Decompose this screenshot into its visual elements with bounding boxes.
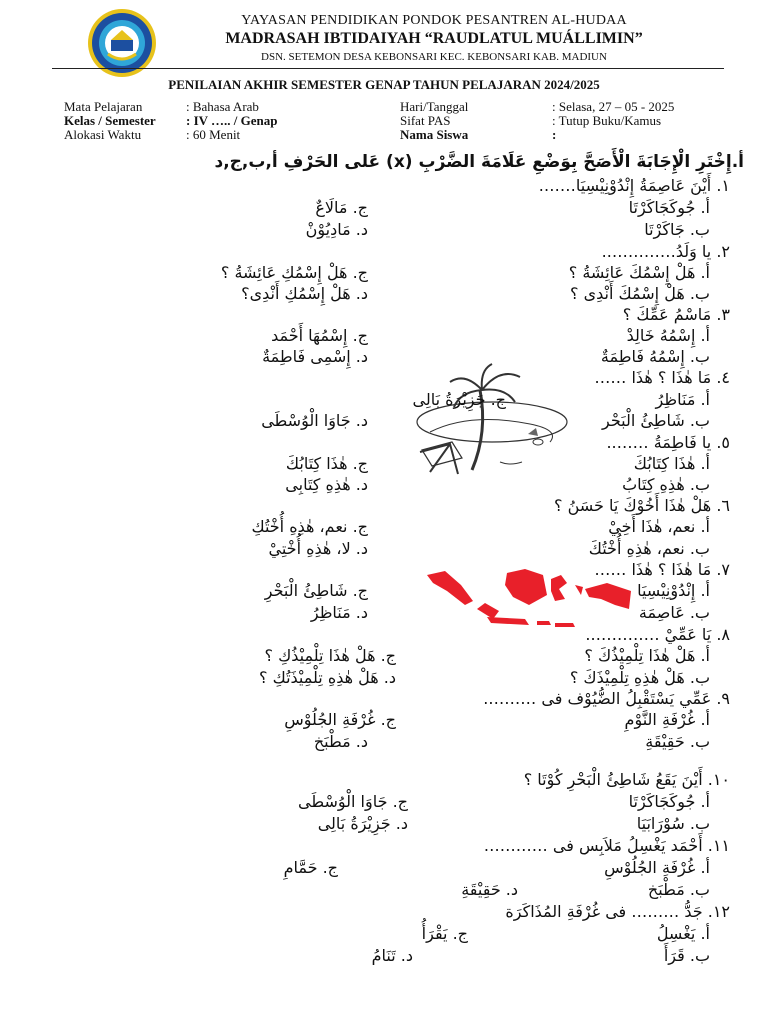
question-8: ٨. يَا عَمِّيْ ………….. xyxy=(585,625,730,644)
q9-option-b[interactable]: ب. حَقِيْقَةِ xyxy=(645,732,710,751)
nature-value: : Tutup Buku/Kamus xyxy=(552,113,662,128)
q5-option-a[interactable]: أ. هٰذَا كِتَابُكَ xyxy=(633,454,710,473)
q3-option-b[interactable]: ب. إِسْمُهُ فَاطِمَةٌ xyxy=(600,347,710,366)
q12-option-c[interactable]: ج. يَقْرَأُ xyxy=(421,924,468,943)
question-7: ٧. مَا هٰذَا ؟ هٰذَا …… xyxy=(594,560,730,579)
instruction: أ.إِخْتَرِ الْإِجَابَةَ الْأَصَحَّ بِوَضْعِ عَلَامَةَ الضَّرْبِ (x) عَلى الحَرْفِ أ,ب,ج,د xyxy=(214,152,744,172)
q9-option-c[interactable]: ج. غُرْفَةِ الجُلُوْسِ xyxy=(284,710,396,729)
question-6: ٦. هَلْ هٰذَا أَخُوْكَ يَا حَسَنُ ؟ xyxy=(554,496,730,515)
q7-option-c[interactable]: ج. شَاطِئُ الْبَحْرِ xyxy=(264,581,368,600)
q1-option-a[interactable]: أ. جُوكَجَاكَرْتَا xyxy=(628,198,710,217)
q6-option-b[interactable]: ب. نعم، هٰذِهِ أُخْتُكَ xyxy=(588,539,710,558)
q10-option-b[interactable]: ب. سُوْرَابَيَا xyxy=(636,814,710,833)
question-1: ١. أَيْنَ عَاصِمَةُ إِنْدُوْنِيْسِيَا……. xyxy=(538,176,730,195)
student-name-value: : xyxy=(552,127,557,142)
student-name-label: Nama Siswa xyxy=(400,127,469,142)
q9-option-a[interactable]: أ. غُرْفَةِ النَّوْمِ xyxy=(624,710,710,729)
q5-option-b[interactable]: ب. هٰذِهِ كِتَابُ xyxy=(622,475,710,494)
q2-option-d[interactable]: د. هَلْ إِسْمُكِ أَنْدِى؟ xyxy=(241,284,368,303)
q11-option-c[interactable]: ج. حَمَّامِ xyxy=(283,858,338,877)
q1-option-d[interactable]: د. مَادِيُوْنْ xyxy=(305,220,368,239)
question-9: ٩. عَمِّي يَسْتَقْبِلُ الضُّيُوْف فى ………. xyxy=(483,689,730,708)
q1-option-c[interactable]: ج. مَالَاعٌ xyxy=(315,198,368,217)
q11-option-a[interactable]: أ. غُرْفَةِ الجُلُوْسِ xyxy=(604,858,710,877)
header-divider xyxy=(52,68,724,69)
q7-option-d[interactable]: د. مَنَاظِرُ xyxy=(310,603,368,622)
subject-label: Mata Pelajaran xyxy=(64,99,143,114)
question-3: ٣. مَاسْمُ عَمِّكَ ؟ xyxy=(622,305,730,324)
q8-option-a[interactable]: أ. هَلْ هٰذَا تِلْمِيْذُكَ ؟ xyxy=(584,646,710,665)
foundation-name: YAYASAN PENDIDIKAN PONDOK PESANTREN AL-HUDAA xyxy=(241,13,627,28)
q4-option-d[interactable]: د. جَاوَا الْوُسْطَى xyxy=(261,411,368,430)
q12-option-d[interactable]: د. تَنَامُ xyxy=(371,946,413,965)
school-name: MADRASAH IBTIDAIYAH “RAUDLATUL MUÁLLIMIN” xyxy=(225,30,643,47)
q11-option-b[interactable]: ب. مَطْبَخ xyxy=(647,880,710,899)
q10-option-d[interactable]: د. جَزِيْرَةُ بَالِى xyxy=(317,814,408,833)
question-11: ١١. أَحْمَد يَغْسِلُ مَلاَبِس فى ………… xyxy=(483,836,730,855)
question-5: ٥. يا فَاطِمَةُ …….. xyxy=(606,433,730,452)
date-label: Hari/Tanggal xyxy=(400,99,469,114)
question-4: ٤. مَا هٰذَا ؟ هٰذَا …… xyxy=(594,368,730,387)
time-value: : 60 Menit xyxy=(186,127,241,142)
time-label: Alokasi Waktu xyxy=(64,127,142,142)
q9-option-d[interactable]: د. مَطْبَخ xyxy=(313,732,368,751)
question-10: ١٠. أَيْنَ يَقَعُ شَاطِئُ الْبَحْرِ كُوْتَا ؟ xyxy=(523,770,730,789)
beach-illustration-icon xyxy=(410,362,570,482)
q3-option-d[interactable]: د. إِسْمِى فَاطِمَةٌ xyxy=(262,347,368,366)
q3-option-c[interactable]: ج. إِسْمُهَا أَحْمَد xyxy=(271,326,368,345)
q5-option-d[interactable]: د. هٰذِهِ كِتَابِى xyxy=(285,475,368,494)
q6-option-a[interactable]: أ. نعم، هٰذَا أَخِيْ xyxy=(608,517,710,536)
q5-option-c[interactable]: ج. هٰذَا كِتَابُكَ xyxy=(285,454,368,473)
q12-option-a[interactable]: أ. يَغْسِلُ xyxy=(656,924,710,943)
q10-option-c[interactable]: ج. جَاوَا الْوُسْطَى xyxy=(298,792,408,811)
school-address: DSN. SETEMON DESA KEBONSARI KEC. KEBONSARI KAB. MADIUN xyxy=(261,51,607,63)
q7-option-b[interactable]: ب. عَاصِمَة xyxy=(638,603,710,622)
nature-label: Sifat PAS xyxy=(400,113,451,128)
q7-option-a[interactable]: أ. إِنْدُوْنِيْسِيَا xyxy=(637,581,710,600)
q10-option-a[interactable]: أ. جُوكَجَاكَرْتَا xyxy=(628,792,710,811)
q1-option-b[interactable]: ب. جَاكَرْتَا xyxy=(644,220,710,239)
q8-option-d[interactable]: د. هَلْ هٰذِهِ تِلْمِيْذَتُكِ ؟ xyxy=(259,668,396,687)
q6-option-c[interactable]: ج. نعم، هٰذِهِ أُخْتُكِ xyxy=(251,517,368,536)
subject-value: : Bahasa Arab xyxy=(186,99,259,114)
q11-option-d[interactable]: د. حَقِيْقَةِ xyxy=(461,880,518,899)
class-label: Kelas / Semester xyxy=(64,113,156,128)
question-12: ١٢. جَدُّ ……… فى غُرْفَةِ المُذَاكَرَة xyxy=(505,902,730,921)
q12-option-b[interactable]: ب. قَرَأَ xyxy=(663,946,710,965)
q8-option-c[interactable]: ج. هَلْ هٰذَا تِلْمِيْذُكِ ؟ xyxy=(264,646,396,665)
date-value: : Selasa, 27 – 05 - 2025 xyxy=(552,99,675,114)
exam-title: PENILAIAN AKHIR SEMESTER GENAP TAHUN PELAJARAN 2024/2025 xyxy=(168,77,600,92)
q4-option-c[interactable]: ج. جَزِيْرَةُ بَالِى xyxy=(412,390,506,409)
question-2: ٢. يا وَلَدُ………….. xyxy=(601,242,730,261)
class-value: : IV ….. / Genap xyxy=(186,113,278,128)
q3-option-a[interactable]: أ. إِسْمُهُ خَالِدْ xyxy=(626,326,710,345)
q4-option-a[interactable]: أ. مَنَاظِرُ xyxy=(655,390,710,409)
q6-option-d[interactable]: د. لا، هٰذِهِ أُخْتِيْ xyxy=(268,539,368,558)
q8-option-b[interactable]: ب. هَلْ هٰذِهِ تِلْمِيْذَكَ ؟ xyxy=(569,668,710,687)
q2-option-b[interactable]: ب. هَلْ إِسْمُكَ أَنْدِى ؟ xyxy=(570,284,710,303)
q4-option-b[interactable]: ب. شَاطِئُ الْبَحْر xyxy=(602,411,710,430)
q2-option-a[interactable]: أ. هَلْ إِسْمُكَ عَائِشَةُ ؟ xyxy=(568,263,710,282)
q2-option-c[interactable]: ج. هَلْ إِسْمُكِ عَائِشَةُ ؟ xyxy=(220,263,368,282)
